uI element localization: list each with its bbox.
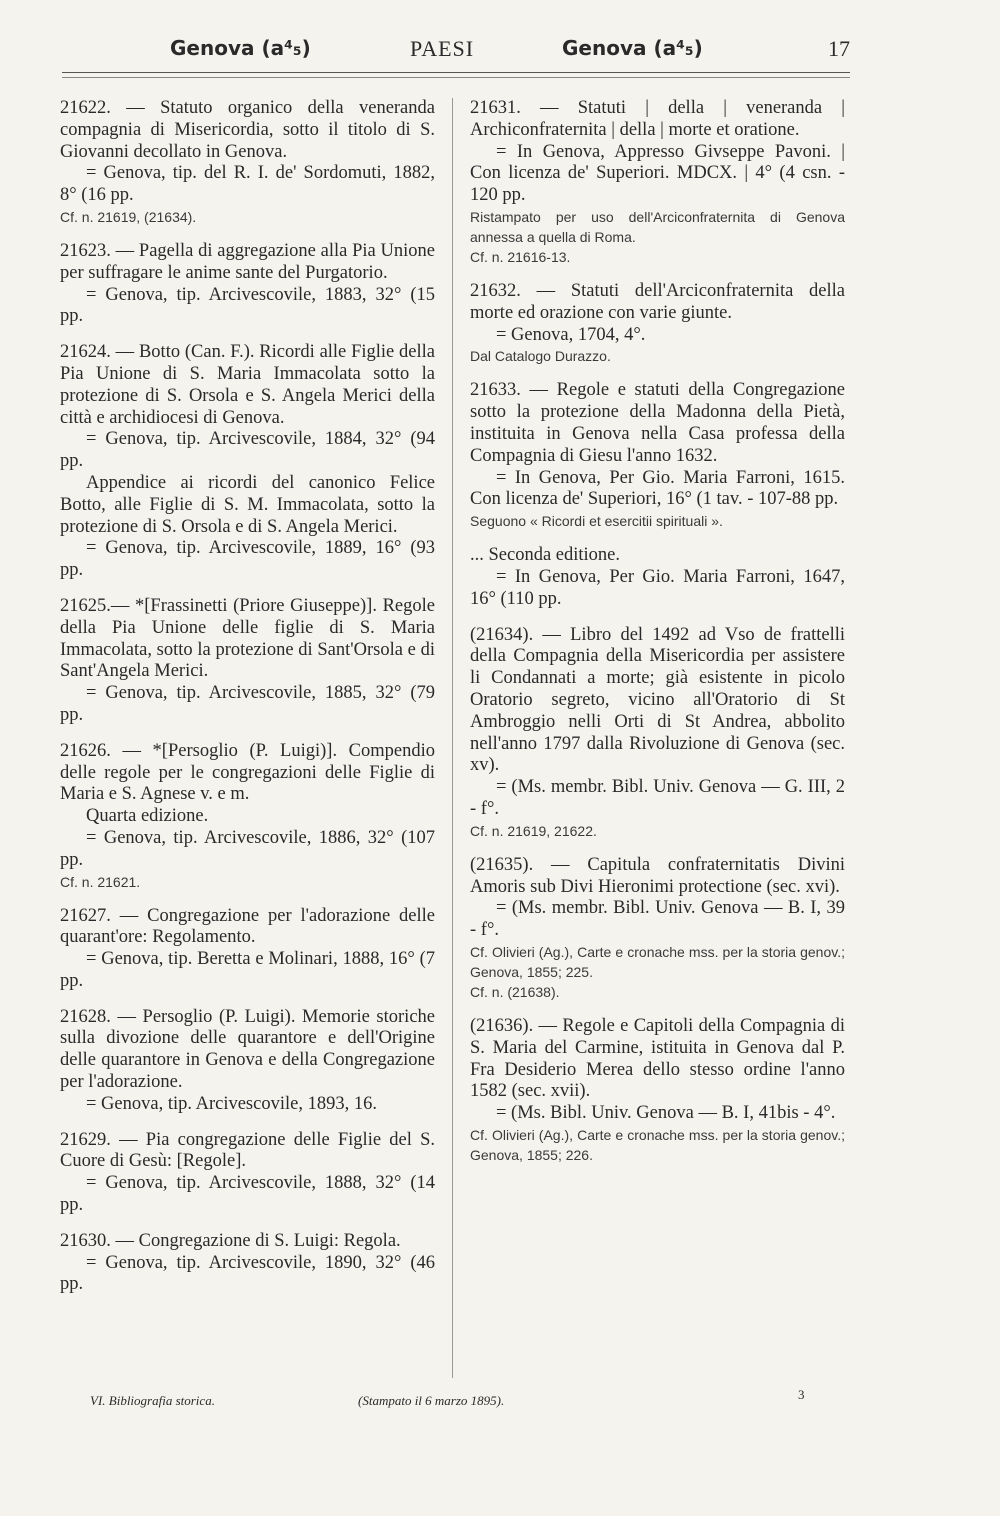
- entry-imprint: = Genova, tip. Arcivescovile, 1889, 16° (93 pp.: [60, 538, 435, 581]
- entry-imprint: Appendice ai ricordi del canonico Felice Botto, alle Figlie di S. M. Immacolata, sotto la protezione di S. Orsola e di S. Angela Merici.: [60, 472, 435, 537]
- entry-imprint: Quarta edizione.: [86, 806, 209, 827]
- right-column: [470, 98, 845, 1179]
- entry-note: Cf. n. 21621.: [60, 873, 141, 890]
- entry-title: 21627. — Congregazione per l'adorazione delle quarant'ore: Regolamento.: [60, 905, 435, 948]
- bibliography-entry: [470, 281, 845, 366]
- entry-title: 21631. — Statuti | della | veneranda | Archiconfraternita | della | morte et oratione.: [470, 98, 845, 140]
- column-divider: [452, 98, 453, 1378]
- entry-title: ... Seconda editione.: [470, 545, 621, 566]
- bibliography-entry: [470, 625, 845, 841]
- entry-title: 21626. — *[Persoglio (P. Luigi)]. Compendio delle regole per le congregazioni delle Figlie di Maria e S. Agnese v. e m.: [60, 740, 435, 805]
- bibliography-entry: [470, 98, 845, 267]
- entry-title: 21628. — Persoglio (P. Luigi). Memorie storiche sulla divozione delle quarantore e dell'Origine delle quarantore in Genova e della Congregazione per l'adorazione.: [60, 1006, 435, 1093]
- entry-note: Cf. n. 21619, (21634).: [60, 208, 197, 225]
- entry-title: (21636). — Regole e Capitoli della Compagnia di S. Maria del Carmine, istituita in Genova dal P. Fra Desiderio Merea dello stesso ordine l'anno 1582 (sec. xvii).: [470, 1015, 845, 1102]
- entry-imprint: = Genova, 1704, 4°.: [496, 324, 646, 345]
- signature-mark: 3: [798, 1387, 805, 1402]
- entry-title: 21632. — Statuti dell'Arciconfraternita della morte ed orazione con varie giunte.: [470, 280, 845, 323]
- entry-imprint: = Genova, tip. Arcivescovile, 1888, 32° (14 pp.: [60, 1173, 435, 1216]
- bibliography-entry: [470, 380, 845, 531]
- bibliography-entry: [60, 596, 435, 727]
- bibliography-entry: [60, 1231, 435, 1296]
- entry-imprint: = In Genova, Appresso Givseppe Pavoni. | Con licenza de' Superiori. MDCX. | 4° (4 csn. - 120 pp.: [470, 141, 845, 206]
- left-column: [60, 98, 435, 1310]
- entry-imprint: = Genova, tip. Arcivescovile, 1885, 32° (79 pp.: [60, 683, 435, 725]
- bibliography-entry: [60, 1130, 435, 1217]
- entry-imprint: = (Ms. membr. Bibl. Univ. Genova — B. I, 39 - f°.: [470, 898, 845, 941]
- entry-imprint: = (Ms. membr. Bibl. Univ. Genova — G. III, 2 - f°.: [470, 777, 845, 819]
- page-footer: [90, 1387, 850, 1417]
- header-rule: [62, 72, 850, 73]
- entry-title: 21624. — Botto (Can. F.). Ricordi alle Figlie della Pia Unione di S. Maria Immacolata sotto la protezione di S. Orsola e S. Angela Merici della città e archidiocesi di Genova.: [60, 342, 435, 428]
- footer-left: VI. Bibliografia storica.: [90, 1393, 215, 1408]
- header-center: PAESI: [410, 36, 475, 61]
- entry-title: 21625.— *[Frassinetti (Priore Giuseppe)]. Regole della Pia Unione delle figlie di S. Maria Immacolata, sotto la protezione di Sant'Orsola e di Sant'Angela Merici.: [60, 595, 435, 682]
- bibliography-entry: [60, 98, 435, 227]
- entry-note: Seguono « Ricordi et esercitii spirituali ».: [470, 513, 723, 530]
- entry-note: Cf. n. 21619, 21622.: [470, 822, 597, 839]
- entry-note: Cf. Olivieri (Ag.), Carte e cronache mss. per la storia genov.; Genova, 1855; 225.: [470, 943, 845, 980]
- entry-title: (21634). — Libro del 1492 ad Vso de frattelli della Compagnia della Misericordia per assistere li Condannati a morte; già esistente in picolo Oratorio segreto, vicino all'Oratorio di St Ambroggio nelli Orti di St Andrea, abbolito nell'anno 1797 dalla Rivoluzione di Genova (sec. xv).: [470, 624, 845, 776]
- entry-imprint: = Genova, tip. Beretta e Molinari, 1888, 16° (7 pp.: [60, 949, 435, 991]
- running-header: [170, 36, 850, 72]
- entry-title: 21633. — Regole e statuti della Congregazione sotto la protezione della Madonna della Pietà, instituita in Genova nella Casa professa della Compagnia di Giesu l'anno 1632.: [470, 380, 845, 466]
- entry-imprint: = Genova, tip. Arcivescovile, 1890, 32° (46 pp.: [60, 1252, 435, 1295]
- page-number: 17: [828, 36, 850, 61]
- bibliography-entry: [60, 1007, 435, 1116]
- entry-title: 21630. — Congregazione di S. Luigi: Regola.: [60, 1230, 401, 1251]
- entry-imprint: = In Genova, Per Gio. Maria Farroni, 1615. Con licenza de' Superiori, 16° (1 tav. - 107-88 pp.: [470, 467, 845, 510]
- header-left: Genova (a⁴₅): [170, 36, 311, 60]
- entry-note: Cf. n. (21638).: [470, 983, 560, 1000]
- entry-title: (21635). — Capitula confraternitatis Divini Amoris sub Divi Hieronimi protectione (sec. xvi).: [470, 854, 845, 897]
- entry-title: 21629. — Pia congregazione delle Figlie del S. Cuore di Gesù: [Regole].: [60, 1129, 435, 1172]
- entry-note: Ristampato per uso dell'Arciconfraternita di Genova annessa a quella di Roma.: [470, 208, 845, 245]
- footer-center: (Stampato il 6 marzo 1895).: [358, 1393, 505, 1408]
- entry-imprint: = Genova, tip. del R. I. de' Sordomuti, 1882, 8° (16 pp.: [60, 163, 435, 206]
- header-rule-secondary: [62, 77, 850, 78]
- bibliography-entry: [60, 906, 435, 993]
- entry-imprint: = Genova, tip. Arcivescovile, 1893, 16.: [86, 1093, 377, 1114]
- bibliography-entry: [60, 241, 435, 328]
- entry-imprint: = Genova, tip. Arcivescovile, 1886, 32° (107 pp.: [60, 827, 435, 870]
- bibliography-entry: [60, 342, 435, 582]
- entry-imprint: = Genova, tip. Arcivescovile, 1883, 32° (15 pp.: [60, 284, 435, 327]
- header-right: Genova (a⁴₅): [562, 36, 703, 60]
- bibliography-entry: [470, 855, 845, 1002]
- entry-title: 21623. — Pagella di aggregazione alla Pia Unione per suffragare le anime sante del Purgatorio.: [60, 240, 435, 283]
- bibliography-entry: [60, 741, 435, 892]
- entry-imprint: = (Ms. Bibl. Univ. Genova — B. I, 41bis - 4°.: [496, 1103, 836, 1124]
- bibliography-entry: [470, 1016, 845, 1165]
- entry-note: Dal Catalogo Durazzo.: [470, 348, 611, 365]
- entry-title: 21622. — Statuto organico della veneranda compagnia di Misericordia, sotto il titolo di S. Giovanni decollato in Genova.: [60, 98, 435, 162]
- entry-imprint: = Genova, tip. Arcivescovile, 1884, 32° (94 pp.: [60, 429, 435, 472]
- entry-imprint: = In Genova, Per Gio. Maria Farroni, 1647, 16° (110 pp.: [470, 566, 845, 609]
- entry-note: Cf. Olivieri (Ag.), Carte e cronache mss. per la storia genov.; Genova, 1855; 226.: [470, 1126, 845, 1163]
- entry-note: Cf. n. 21616-13.: [470, 248, 571, 265]
- bibliography-entry: [470, 545, 845, 610]
